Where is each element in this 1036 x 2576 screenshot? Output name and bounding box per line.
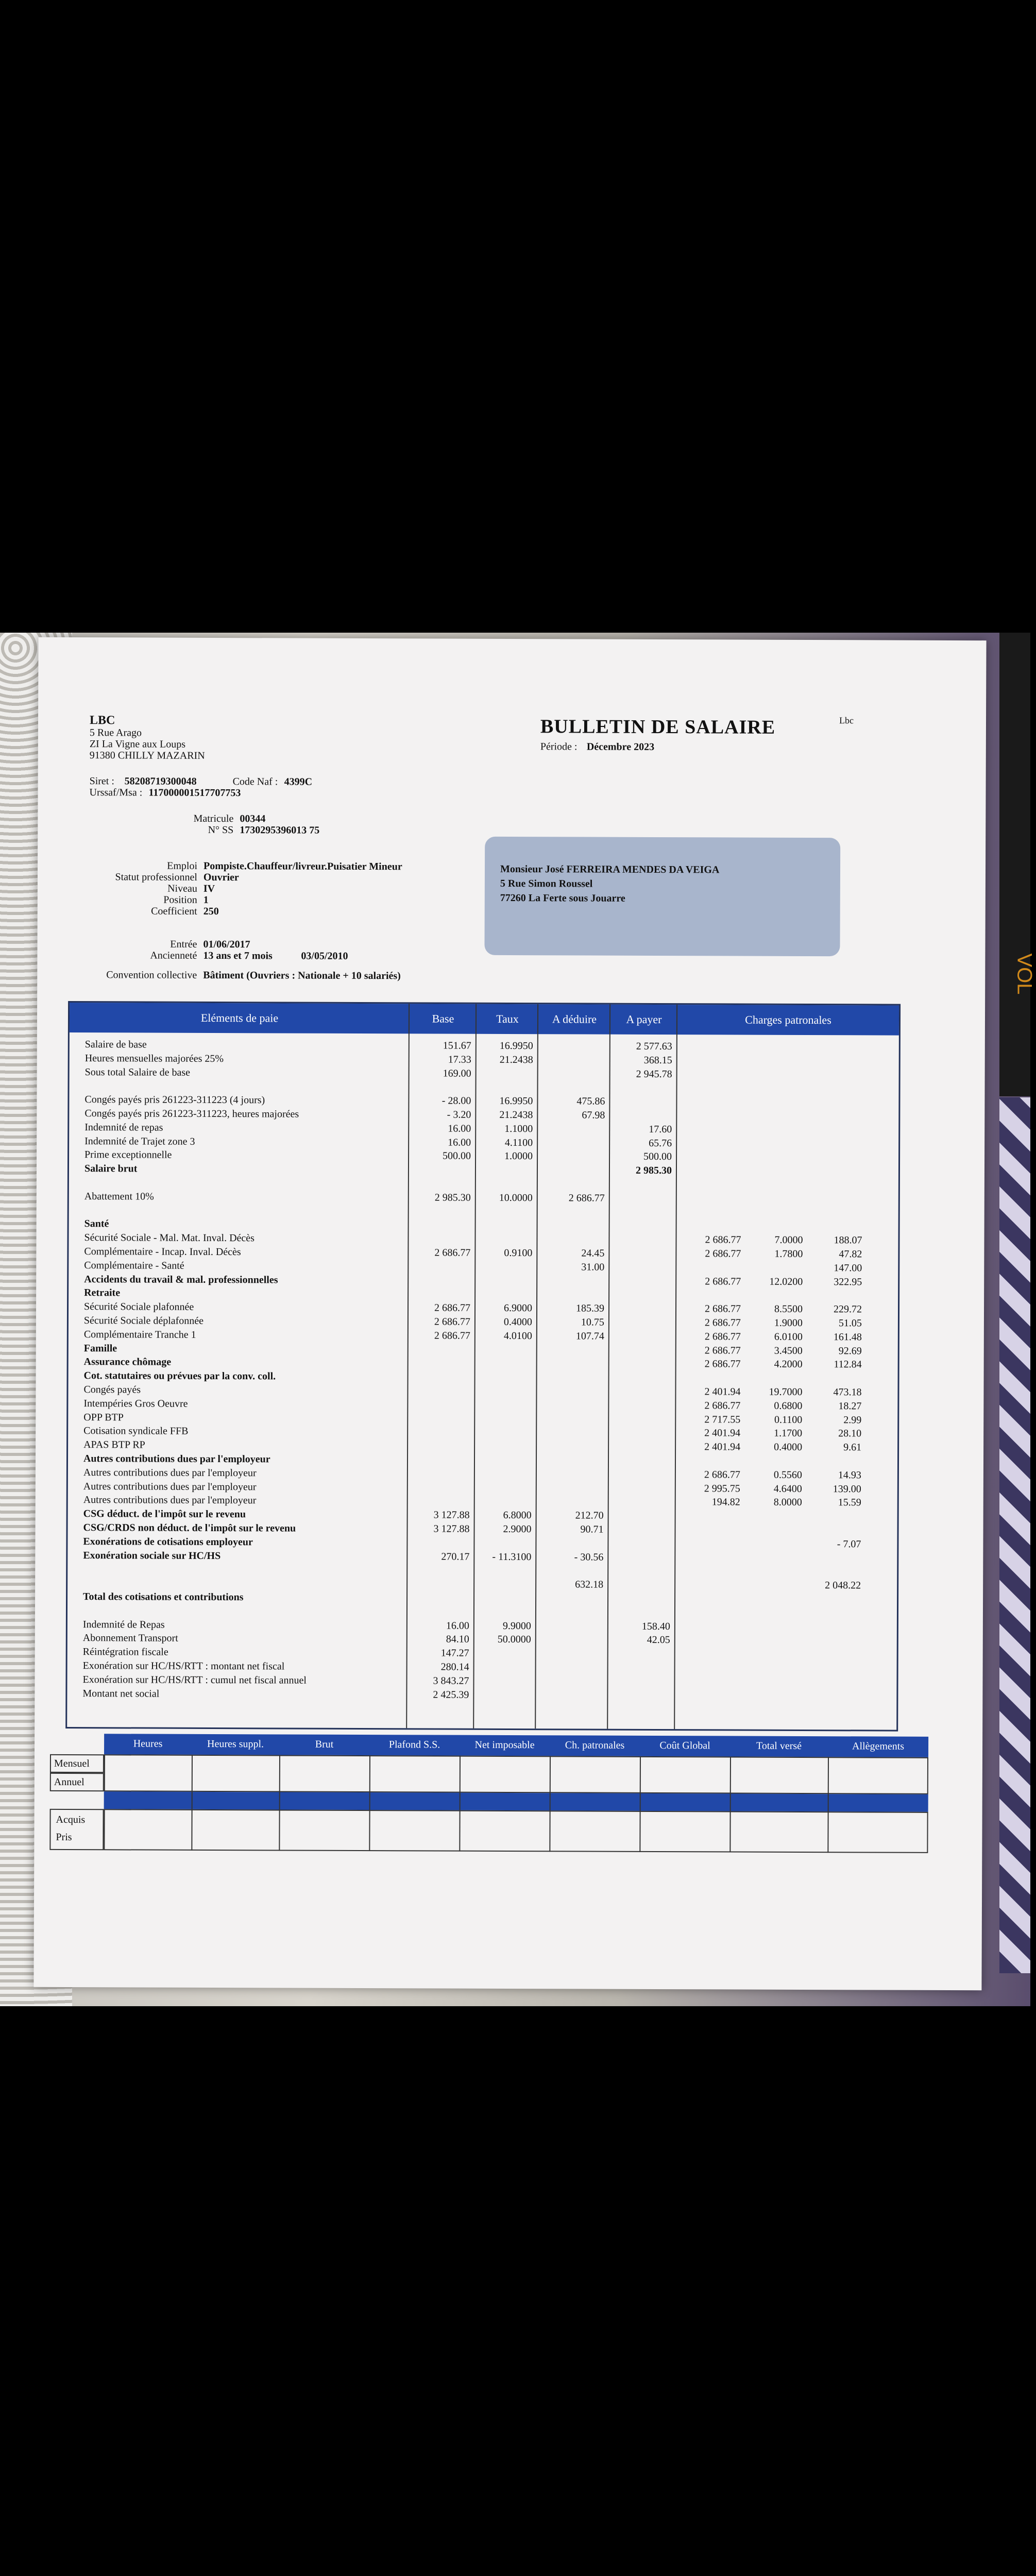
row-label: Salaire de base: [84, 1039, 147, 1050]
row-cmont: 47.82: [839, 1248, 862, 1260]
row-taux: 16.9950: [499, 1095, 533, 1107]
row-label: Congés payés pris 261223-311223 (4 jours): [84, 1094, 265, 1106]
row-payer: 42.05: [647, 1634, 670, 1646]
row-ctaux: 4.6400: [773, 1483, 802, 1495]
row-cmont: 28.10: [838, 1428, 862, 1439]
table-row: [69, 1122, 898, 1137]
row-taux: 0.9100: [504, 1247, 533, 1259]
row-label: Famille: [83, 1342, 117, 1354]
row-deduire: 212.70: [575, 1510, 604, 1521]
row-taux: 21.2438: [499, 1109, 533, 1121]
row-deduire: 24.45: [581, 1247, 605, 1259]
row-cbase: 2 686.77: [704, 1469, 740, 1481]
row-cmont: 229.72: [833, 1303, 862, 1315]
table-row: [68, 1508, 897, 1523]
niveau-label: Niveau: [167, 883, 197, 894]
row-ctaux: 0.5560: [773, 1469, 802, 1481]
row-ctaux: 1.9000: [774, 1317, 803, 1329]
row-taux: 4.1100: [504, 1137, 533, 1148]
ss-label: N° SS: [208, 824, 234, 836]
row-deduire: 67.98: [582, 1109, 605, 1121]
summary-col-net-imposable: Net imposable: [474, 1739, 535, 1751]
row-label: Sécurité Sociale plafonnée: [84, 1301, 194, 1313]
col-header-charges: Charges patronales: [745, 1013, 831, 1027]
row-cbase: 2 995.75: [704, 1482, 740, 1495]
table-row: [68, 1398, 897, 1413]
summary-col-allegements: Allègements: [852, 1740, 905, 1752]
row-base: - 28.00: [441, 1095, 471, 1107]
recipient-street: 5 Rue Simon Roussel: [500, 877, 593, 890]
table-row: [67, 1660, 897, 1675]
row-deduire: 10.75: [581, 1316, 604, 1328]
row-base: 17.33: [448, 1054, 471, 1065]
recipient-address-box: [484, 837, 840, 956]
row-cbase: 2 401.94: [704, 1427, 741, 1439]
row-deduire: 90.71: [580, 1523, 604, 1535]
row-ctaux: 0.4000: [774, 1441, 803, 1453]
table-row: [70, 1053, 899, 1068]
summary-col-divider: [549, 1756, 551, 1852]
row-base: 3 127.88: [433, 1523, 470, 1535]
summary-col-heures-suppl: Heures suppl.: [207, 1738, 264, 1750]
summary-col-divider: [827, 1757, 829, 1853]
row-label: Retraite: [84, 1287, 121, 1299]
row-label: OPP BTP: [83, 1411, 124, 1423]
row-cbase: 2 717.55: [704, 1413, 741, 1426]
summary-col-divider: [459, 1756, 461, 1852]
row-cbase: 2 401.94: [704, 1386, 741, 1398]
row-label: Abonnement Transport: [82, 1632, 178, 1645]
col-header-deduire: A déduire: [552, 1012, 597, 1026]
anciennete-date: 03/05/2010: [301, 950, 348, 962]
table-row: [68, 1481, 897, 1496]
matricule-value: 00344: [240, 813, 266, 825]
row-base: 147.27: [440, 1647, 469, 1659]
row-payer: 2 945.78: [636, 1068, 672, 1080]
row-label: Heures mensuelles majorées 25%: [84, 1052, 224, 1064]
table-row: [69, 1287, 898, 1302]
row-label: Montant net social: [82, 1687, 160, 1700]
row-label: Exonérations de cotisations employeur: [83, 1535, 253, 1548]
summary-grid: [104, 1754, 928, 1853]
row-cbase: 2 686.77: [704, 1400, 741, 1412]
row-ctaux: 3.4500: [774, 1345, 803, 1357]
row-ctaux: 12.0200: [769, 1276, 803, 1287]
page-title: BULLETIN DE SALAIRE: [540, 716, 776, 738]
row-deduire: 31.00: [581, 1261, 605, 1273]
table-row: [69, 1232, 898, 1247]
row-base: 2 686.77: [434, 1247, 471, 1259]
row-label: Exonération sur HC/HS/RTT : montant net fiscal: [82, 1660, 285, 1672]
table-row: [69, 1218, 898, 1233]
row-deduire: 2 686.77: [568, 1192, 605, 1204]
table-row: [67, 1591, 897, 1606]
row-base: 2 425.39: [433, 1689, 469, 1701]
table-row: [68, 1384, 897, 1399]
employee-info: [69, 860, 506, 982]
table-row: [67, 1605, 897, 1620]
row-label: Complémentaire - Santé: [84, 1259, 184, 1272]
row-ctaux: 8.0000: [773, 1497, 802, 1509]
row-cmont: 15.59: [838, 1497, 861, 1509]
table-row: [68, 1522, 897, 1537]
row-payer: 2 577.63: [636, 1040, 672, 1053]
row-label: Cotisation syndicale FFB: [83, 1425, 189, 1437]
table-row: [69, 1136, 898, 1151]
row-base: 2 686.77: [434, 1316, 470, 1328]
table-row: [67, 1688, 896, 1703]
summary-col-divider: [639, 1756, 641, 1852]
table-row: [68, 1439, 897, 1454]
row-cbase: 2 686.77: [705, 1234, 741, 1246]
row-base: 280.14: [440, 1661, 469, 1673]
period-label: Période :: [540, 741, 578, 753]
row-cbase: 2 686.77: [704, 1317, 741, 1329]
row-cmont: 322.95: [834, 1276, 862, 1287]
row-label: Indemnité de repas: [84, 1121, 163, 1133]
row-cmont: 14.93: [838, 1469, 861, 1481]
row-cmont: 92.69: [838, 1345, 862, 1357]
col-header-payer: A payer: [626, 1012, 662, 1026]
table-row: [68, 1425, 897, 1440]
summary-col-divider: [279, 1755, 280, 1851]
row-taux: 50.0000: [497, 1634, 531, 1646]
row-taux: 0.4000: [503, 1316, 532, 1328]
row-payer: 65.76: [649, 1137, 672, 1149]
summary-col-divider: [369, 1755, 370, 1851]
recipient-name: Monsieur José FERREIRA MENDES DA VEIGA: [500, 863, 720, 876]
row-base: 2 686.77: [434, 1330, 470, 1342]
row-base: 270.17: [441, 1551, 470, 1563]
naf-label: Code Naf :: [232, 776, 278, 788]
row-label: Réintégration fiscale: [82, 1646, 168, 1658]
row-base: 84.10: [446, 1633, 469, 1646]
table-row: [69, 1274, 898, 1289]
table-body: [67, 1039, 899, 1727]
niveau-value: IV: [203, 883, 215, 894]
row-payer: 500.00: [643, 1151, 672, 1163]
table-header: [70, 1003, 899, 1036]
table-row: [67, 1674, 896, 1689]
entree-label: Entrée: [170, 938, 197, 950]
payslip-table: [65, 1001, 901, 1732]
row-taux: 1.0000: [504, 1150, 533, 1162]
table-row: [67, 1646, 897, 1662]
side-text: VOL: [1013, 953, 1036, 995]
row-base: 169.00: [443, 1067, 471, 1079]
row-taux: 4.0100: [503, 1330, 532, 1342]
row-label: CSG déduct. de l'impôt sur le revenu: [83, 1508, 246, 1520]
row-label: Autres contributions dues par l'employeur: [83, 1466, 257, 1479]
background-object: [999, 633, 1036, 1096]
row-taux: 6.8000: [503, 1510, 532, 1521]
siret-label: Siret :: [89, 775, 114, 787]
row-deduire: 475.86: [576, 1095, 605, 1107]
row-label: Accidents du travail & mal. professionnelles: [84, 1273, 278, 1286]
table-row: [69, 1149, 898, 1164]
summary-table: [34, 1734, 931, 1902]
row-cbase: 2 686.77: [704, 1344, 741, 1357]
row-cbase: 2 401.94: [704, 1441, 741, 1453]
row-ctaux: 0.6800: [774, 1400, 803, 1412]
row-deduire: - 30.56: [574, 1551, 604, 1563]
employer-address-1: 5 Rue Arago: [89, 727, 142, 739]
row-taux: 9.9000: [502, 1620, 531, 1632]
summary-col-divider: [729, 1756, 731, 1852]
naf-value: 4399C: [284, 776, 313, 788]
row-base: 2 686.77: [434, 1302, 471, 1314]
row-label: Sécurité Sociale déplafonnée: [83, 1315, 204, 1327]
row-ctaux: 4.2000: [774, 1359, 803, 1370]
row-ctaux: 7.0000: [774, 1234, 803, 1246]
row-label: Sécurité Sociale - Mal. Mat. Inval. Décès: [84, 1232, 255, 1244]
employer-name: LBC: [89, 714, 115, 727]
row-ctaux: 8.5500: [774, 1303, 803, 1315]
row-cmont: 161.48: [833, 1331, 862, 1343]
entree-value: 01/06/2017: [203, 938, 250, 951]
summary-row-label: Mensuel: [50, 1754, 104, 1773]
table-row: [67, 1632, 897, 1648]
table-row: [69, 1080, 898, 1095]
table-row: [69, 1343, 898, 1358]
table-row: [67, 1536, 897, 1551]
row-taux: - 11.3100: [492, 1551, 532, 1563]
col-header-base: Base: [432, 1012, 454, 1025]
row-base: 16.00: [446, 1620, 469, 1632]
row-cmont: 9.61: [843, 1442, 862, 1453]
row-label: Indemnité de Repas: [82, 1618, 165, 1631]
summary-col-divider: [191, 1755, 193, 1851]
row-base: - 3.20: [447, 1109, 471, 1121]
row-label: Salaire brut: [84, 1163, 138, 1175]
row-payer: 17.60: [649, 1123, 672, 1135]
row-ctaux: 1.1700: [774, 1428, 803, 1439]
summary-col-heures: Heures: [133, 1738, 163, 1750]
summary-col-plafond: Plafond S.S.: [388, 1739, 440, 1751]
table-row: [67, 1550, 897, 1565]
corner-note: Lbc: [839, 715, 854, 726]
row-deduire: 185.39: [575, 1302, 605, 1314]
row-cmont: 473.18: [833, 1386, 862, 1398]
coef-label: Coefficient: [151, 905, 197, 917]
matricule-label: Matricule: [193, 812, 234, 825]
table-row: [70, 1039, 899, 1054]
row-cmont: 112.84: [834, 1359, 862, 1370]
row-cmont: 18.27: [838, 1400, 862, 1412]
row-label: Complémentaire Tranche 1: [83, 1328, 196, 1341]
payslip-paper: [33, 637, 986, 1990]
row-deduire: 107.74: [575, 1330, 604, 1342]
table-row: [69, 1191, 898, 1206]
row-ctaux: 1.7800: [774, 1248, 803, 1260]
row-label: Abattement 10%: [84, 1190, 154, 1202]
row-cbase: 2 686.77: [704, 1303, 741, 1315]
row-label: CSG/CRDS non déduct. de l'impôt sur le revenu: [83, 1522, 296, 1534]
row-cmont: 2 048.22: [825, 1580, 861, 1591]
summary-col-cout-global: Coût Global: [659, 1740, 710, 1752]
row-cbase: 2 686.77: [704, 1331, 741, 1343]
row-label: Prime exceptionnelle: [84, 1149, 172, 1161]
summary-col-ch-patronales: Ch. patronales: [565, 1739, 625, 1751]
table-row: [68, 1467, 897, 1482]
row-base: 16.00: [448, 1123, 471, 1134]
row-base: 500.00: [443, 1150, 471, 1162]
table-row: [67, 1577, 897, 1592]
table-row: [69, 1301, 898, 1316]
table-row: [67, 1563, 897, 1579]
row-base: 3 843.27: [433, 1675, 469, 1687]
convention-label: Convention collective: [106, 969, 197, 981]
urssaf-label: Urssaf/Msa :: [89, 787, 143, 799]
row-taux: 2.9000: [503, 1523, 532, 1535]
row-taux: 10.0000: [499, 1192, 533, 1204]
row-cmont: 147.00: [834, 1262, 862, 1274]
ss-value: 1730295396013 75: [240, 824, 320, 836]
row-label: Intempéries Gros Oeuvre: [83, 1397, 188, 1410]
table-row: [69, 1246, 898, 1261]
conges-row-labels: Acquis Pris: [49, 1809, 104, 1850]
col-header-elements: Eléments de paie: [200, 1011, 279, 1025]
table-row: [69, 1260, 898, 1275]
row-taux: 21.2438: [499, 1054, 533, 1065]
row-label: APAS BTP RP: [83, 1439, 145, 1451]
position-value: 1: [203, 894, 209, 906]
table-row: [69, 1094, 898, 1109]
row-taux: 6.9000: [503, 1302, 533, 1314]
row-payer: 2 985.30: [635, 1165, 672, 1177]
table-row: [70, 1066, 899, 1082]
table-row: [69, 1329, 898, 1344]
table-row: [68, 1412, 897, 1427]
row-cmont: 51.05: [838, 1317, 862, 1329]
row-deduire: 632.18: [575, 1579, 604, 1590]
table-row: [69, 1356, 898, 1371]
row-base: 151.67: [443, 1040, 471, 1052]
col-header-taux: Taux: [496, 1012, 519, 1026]
row-label: Exonération sociale sur HC/HS: [83, 1549, 221, 1562]
employer-address-2: ZI La Vigne aux Loups: [89, 738, 186, 750]
row-payer: 368.15: [643, 1054, 672, 1066]
row-taux: 16.9950: [499, 1040, 533, 1052]
convention-value: Bâtiment (Ouvriers : Nationale + 10 salariés): [203, 969, 401, 982]
coef-value: 250: [203, 905, 219, 918]
anciennete-value: 13 ans et 7 mois: [203, 950, 273, 962]
table-row: [68, 1494, 897, 1510]
row-base: 2 985.30: [434, 1192, 471, 1204]
row-payer: 158.40: [641, 1620, 670, 1632]
siret-value: 58208719300048: [124, 775, 197, 787]
row-base: 3 127.88: [433, 1509, 470, 1521]
employer-address-3: 91380 CHILLY MAZARIN: [89, 750, 205, 761]
row-cbase: 2 686.77: [704, 1358, 741, 1370]
row-label: Indemnité de Trajet zone 3: [84, 1135, 195, 1147]
table-row: [69, 1163, 898, 1178]
table-row: [67, 1619, 897, 1634]
position-label: Position: [163, 894, 197, 906]
anciennete-label: Ancienneté: [150, 950, 197, 961]
row-label: Total des cotisations et contributions: [83, 1591, 244, 1603]
period-value: Décembre 2023: [586, 741, 655, 753]
row-label: Santé: [84, 1218, 109, 1230]
row-taux: 1.1000: [504, 1123, 533, 1134]
row-label: Autres contributions dues par l'employeur: [83, 1494, 257, 1506]
table-row: [69, 1370, 898, 1385]
row-label: Sous total Salaire de base: [84, 1066, 191, 1078]
statut-value: Ouvrier: [203, 871, 239, 884]
emploi-label: Emploi: [167, 860, 198, 872]
summary-col-brut: Brut: [315, 1738, 334, 1750]
row-cmont: 2.99: [843, 1414, 862, 1426]
row-base: 16.00: [448, 1137, 471, 1148]
row-label: Complémentaire - Incap. Inval. Décès: [84, 1246, 241, 1258]
background-fabric: [999, 1097, 1030, 1973]
row-ctaux: 0.1100: [774, 1414, 803, 1426]
row-label: Autres contributions dues par l'employeur: [83, 1480, 257, 1493]
row-cmont: 139.00: [833, 1483, 861, 1495]
table-row: [69, 1177, 898, 1192]
row-label: Exonération sur HC/HS/RTT : cumul net fiscal annuel: [82, 1673, 307, 1686]
urssaf-value: 117000001517707753: [148, 787, 241, 799]
row-label: Cot. statutaires ou prévues par la conv. coll.: [83, 1370, 276, 1382]
row-ctaux: 6.0100: [774, 1331, 803, 1343]
row-label: Assurance chômage: [83, 1356, 172, 1368]
row-label: Congés payés pris 261223-311223, heures majorées: [84, 1108, 299, 1120]
row-cmont: - 7.07: [837, 1538, 861, 1550]
row-label: Congés payés: [83, 1384, 141, 1396]
table-row: [69, 1315, 898, 1330]
table-row: [69, 1205, 898, 1220]
summary-header: [104, 1734, 928, 1757]
summary-row-label: Annuel: [50, 1773, 104, 1791]
row-label: Autres contributions dues par l'employeur: [83, 1453, 270, 1465]
table-row: [68, 1453, 897, 1468]
row-cbase: 2 686.77: [705, 1248, 741, 1260]
row-cbase: 194.82: [711, 1496, 740, 1508]
row-cbase: 2 686.77: [705, 1275, 741, 1287]
recipient-city: 77260 La Ferte sous Jouarre: [500, 892, 625, 904]
statut-label: Statut professionnel: [115, 871, 197, 883]
table-row: [69, 1108, 898, 1123]
summary-col-total-verse: Total versé: [756, 1740, 802, 1752]
row-ctaux: 19.7000: [769, 1386, 803, 1398]
emploi-value: Pompiste.Chauffeur/livreur.Puisatier Mineur: [203, 860, 402, 873]
row-cmont: 188.07: [834, 1234, 862, 1246]
